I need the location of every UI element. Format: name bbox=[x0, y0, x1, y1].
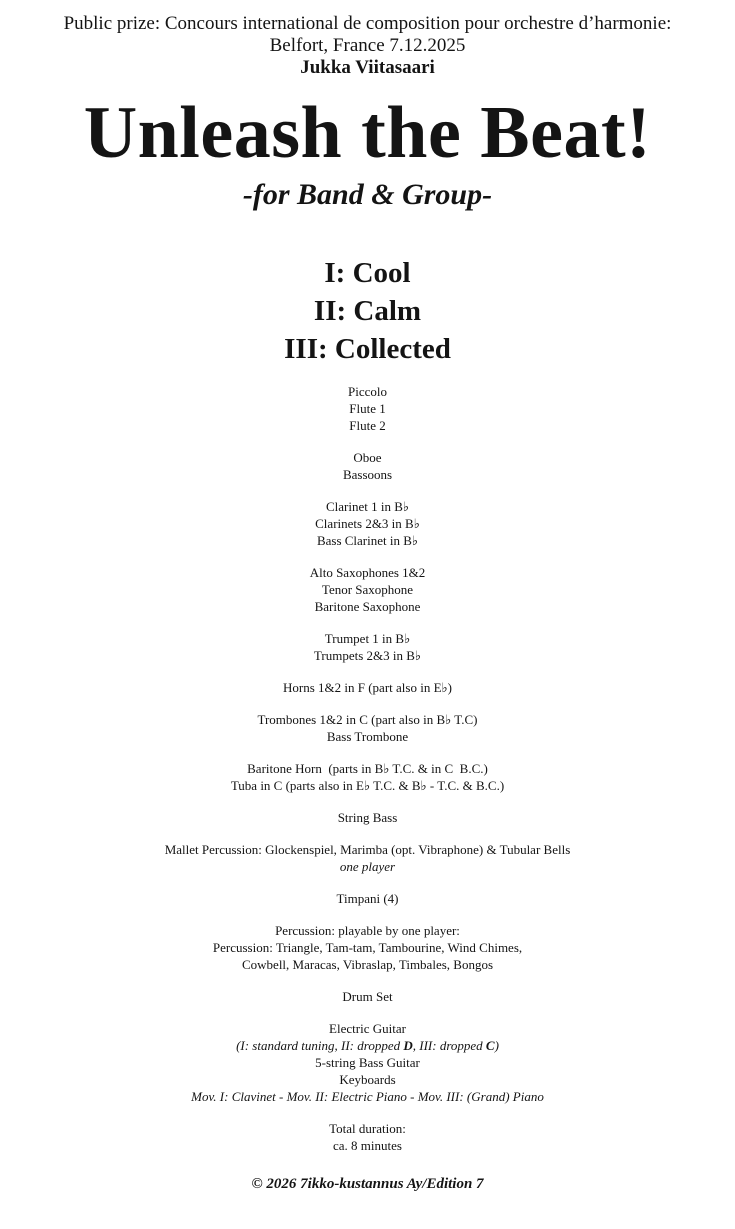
instrument-text-segment: Trombones 1&2 in C (part also in B♭ T.C) bbox=[257, 712, 478, 727]
instrument-line bbox=[0, 728, 735, 745]
movement-title: I: Cool bbox=[324, 257, 411, 289]
instrument-line bbox=[0, 647, 735, 664]
instrument-group bbox=[0, 988, 735, 1005]
instrument-line bbox=[0, 498, 735, 515]
instrument-group bbox=[0, 1020, 735, 1105]
instrument-text-segment: Clarinet 1 in B♭ bbox=[325, 499, 410, 514]
instrument-text-segment: Bassoons bbox=[342, 467, 393, 482]
instrument-line bbox=[0, 1137, 735, 1154]
instrument-text-segment: Oboe bbox=[353, 450, 382, 465]
instrument-line bbox=[0, 1037, 735, 1054]
instrument-group bbox=[0, 809, 735, 826]
instrument-text-segment: Alto Saxophones 1&2 bbox=[309, 565, 426, 580]
work-title: Unleash the Beat! bbox=[83, 92, 652, 174]
instrument-line bbox=[0, 760, 735, 777]
instrumentation-list bbox=[0, 383, 735, 1154]
instrument-group bbox=[0, 1120, 735, 1154]
event-location-date: Belfort, France 7.12.2025 bbox=[269, 35, 466, 56]
instrument-group bbox=[0, 383, 735, 434]
instrument-line bbox=[0, 417, 735, 434]
instrument-text-segment: Clarinets 2&3 in B♭ bbox=[315, 516, 420, 531]
instrument-text-segment: one player bbox=[339, 859, 396, 874]
instrument-group bbox=[0, 564, 735, 615]
instrument-line bbox=[0, 956, 735, 973]
instrument-line bbox=[0, 711, 735, 728]
instrument-line bbox=[0, 777, 735, 794]
instrument-text-segment: Trumpets 2&3 in B♭ bbox=[313, 648, 422, 663]
instrument-line bbox=[0, 400, 735, 417]
instrument-line bbox=[0, 581, 735, 598]
instrument-text-segment: Timpani (4) bbox=[336, 891, 399, 906]
instrument-line bbox=[0, 679, 735, 696]
competition-line: Public prize: Concours international de composition pour orchestre d’harmonie: bbox=[63, 13, 672, 34]
instrument-line bbox=[0, 630, 735, 647]
movements-list bbox=[0, 254, 735, 368]
movement-title: III: Collected bbox=[284, 333, 451, 365]
instrument-line bbox=[0, 890, 735, 907]
instrument-line bbox=[0, 1054, 735, 1071]
instrument-line bbox=[0, 858, 735, 875]
instrument-text-segment: Baritone Horn (parts in B♭ T.C. & in C B.C.) bbox=[247, 761, 488, 776]
instrument-line bbox=[0, 515, 735, 532]
instrument-group bbox=[0, 498, 735, 549]
movement-title: II: Calm bbox=[313, 295, 422, 327]
instrument-text-segment: Electric Guitar bbox=[329, 1021, 406, 1036]
instrument-group bbox=[0, 711, 735, 745]
instrument-text-segment: Piccolo bbox=[348, 384, 387, 399]
instrument-line bbox=[0, 1120, 735, 1137]
instrument-group bbox=[0, 841, 735, 875]
instrument-line bbox=[0, 841, 735, 858]
instrument-line bbox=[0, 564, 735, 581]
instrument-group bbox=[0, 449, 735, 483]
instrument-line bbox=[0, 466, 735, 483]
instrument-text-segment: Flute 1 bbox=[349, 401, 386, 416]
instrument-group bbox=[0, 922, 735, 973]
instrument-group bbox=[0, 630, 735, 664]
instrument-text-segment: ca. 8 minutes bbox=[333, 1138, 402, 1153]
instrument-line bbox=[0, 922, 735, 939]
instrument-line bbox=[0, 988, 735, 1005]
instrument-line bbox=[0, 449, 735, 466]
instrument-text-segment: Bass Trombone bbox=[326, 729, 409, 744]
copyright-line: © 2026 7ikko-kustannus Ay/Edition 7 bbox=[251, 1176, 484, 1192]
instrument-text-segment: C bbox=[485, 1038, 495, 1053]
instrument-text-segment: Keyboards bbox=[339, 1072, 396, 1087]
instrument-line bbox=[0, 809, 735, 826]
instrument-group bbox=[0, 760, 735, 794]
instrument-text-segment: String Bass bbox=[337, 810, 398, 825]
instrument-text-segment: Percussion: Triangle, Tam-tam, Tambourine, Wind Chimes, bbox=[212, 940, 523, 955]
instrument-text-segment: 5-string Bass Guitar bbox=[315, 1055, 420, 1070]
instrument-text-segment: ) bbox=[494, 1038, 499, 1053]
instrument-line bbox=[0, 383, 735, 400]
instrument-text-segment: Cowbell, Maracas, Vibraslap, Timbales, Bongos bbox=[241, 957, 494, 972]
instrument-text-segment: Percussion: playable by one player: bbox=[275, 923, 460, 938]
instrument-text-segment: Baritone Saxophone bbox=[314, 599, 421, 614]
instrument-text-segment: Total duration: bbox=[329, 1121, 406, 1136]
composer-name: Jukka Viitasaari bbox=[300, 57, 435, 78]
instrument-line bbox=[0, 598, 735, 615]
header bbox=[0, 13, 735, 79]
instrument-text-segment: Drum Set bbox=[342, 989, 393, 1004]
work-subtitle: -for Band & Group- bbox=[242, 178, 493, 211]
instrument-line bbox=[0, 1020, 735, 1037]
instrument-text-segment: Tuba in C (parts also in E♭ T.C. & B♭ - T.C. & B.C.) bbox=[230, 778, 505, 793]
instrument-line bbox=[0, 532, 735, 549]
instrument-text-segment: Mov. I: Clavinet - Mov. II: Electric Piano - Mov. III: (Grand) Piano bbox=[191, 1089, 544, 1104]
instrument-group bbox=[0, 679, 735, 696]
instrument-text-segment: Mallet Percussion: Glockenspiel, Marimba (opt. Vibraphone) & Tubular Bells bbox=[164, 842, 571, 857]
instrument-line bbox=[0, 1088, 735, 1105]
instrument-line bbox=[0, 939, 735, 956]
instrument-text-segment: Bass Clarinet in B♭ bbox=[316, 533, 419, 548]
instrument-text-segment: (I: standard tuning, II: dropped bbox=[236, 1038, 404, 1053]
instrument-text-segment: Trumpet 1 in B♭ bbox=[324, 631, 411, 646]
instrument-text-segment: Flute 2 bbox=[349, 418, 386, 433]
instrument-group bbox=[0, 890, 735, 907]
instrument-line bbox=[0, 1071, 735, 1088]
instrument-text-segment: D bbox=[403, 1038, 413, 1053]
instrument-text-segment: Tenor Saxophone bbox=[321, 582, 414, 597]
instrument-text-segment: Horns 1&2 in F (part also in E♭) bbox=[283, 680, 452, 695]
instrument-text-segment: , III: dropped bbox=[412, 1038, 486, 1053]
